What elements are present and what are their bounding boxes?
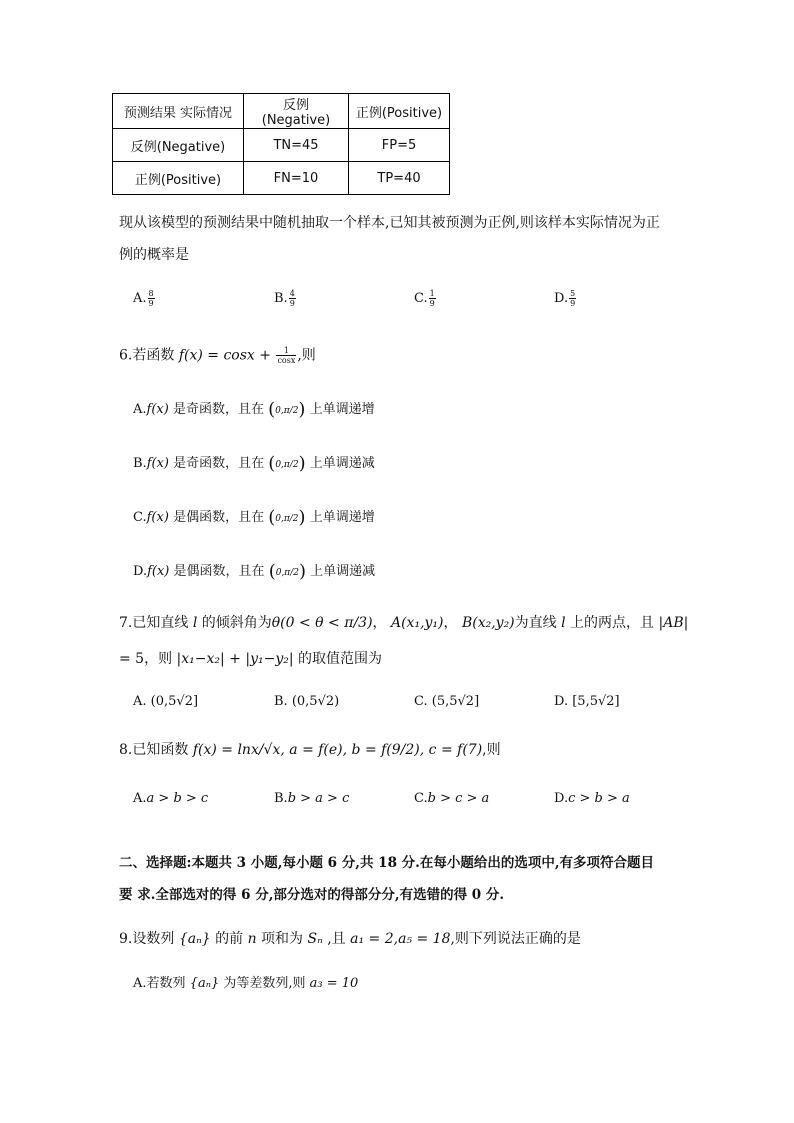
interval-text: 0,π/2 bbox=[275, 568, 299, 578]
frac-den: 9 bbox=[148, 299, 154, 308]
q8-suffix: ,则 bbox=[482, 742, 501, 758]
q9-option-a[interactable] bbox=[133, 972, 358, 991]
frac-num: 1 bbox=[276, 346, 296, 356]
q6-option-a[interactable] bbox=[133, 398, 375, 420]
q6-option-b[interactable] bbox=[133, 452, 375, 474]
option-label: C. bbox=[414, 694, 428, 709]
table-cell: FP=5 bbox=[349, 129, 450, 162]
option-label: A. bbox=[133, 791, 147, 806]
q9-text: ,且 bbox=[327, 931, 346, 947]
option-math: {aₙ} bbox=[189, 976, 220, 991]
table-cell: 反例(Negative) bbox=[113, 129, 244, 162]
option-math: f(x) bbox=[147, 564, 170, 579]
q5-option-c[interactable] bbox=[414, 289, 437, 308]
q7-option-b[interactable] bbox=[274, 694, 339, 709]
q9-text: 的前 bbox=[215, 931, 244, 947]
confusion-matrix-table bbox=[112, 93, 450, 195]
interval-text: 0,π/2 bbox=[275, 460, 299, 470]
q5-option-b[interactable] bbox=[274, 289, 297, 308]
q7-stem-line2 bbox=[119, 650, 382, 668]
option-label: B. bbox=[274, 291, 288, 306]
q6-option-c[interactable] bbox=[133, 506, 375, 528]
fraction bbox=[276, 346, 296, 365]
option-math: f(x) bbox=[146, 402, 169, 417]
q5-stem-line2: 例的概率是 bbox=[119, 247, 189, 263]
q9-n: n bbox=[247, 931, 257, 947]
table-cell: 正例(Positive) bbox=[113, 162, 244, 195]
option-label: D. bbox=[554, 291, 569, 306]
option-text: b > c > a bbox=[427, 791, 490, 806]
option-math: f(x) bbox=[146, 456, 169, 471]
frac-num: 1 bbox=[429, 289, 435, 298]
option-text: a > b > c bbox=[146, 791, 209, 806]
q7-text: 为直线 bbox=[514, 615, 557, 631]
q6-suffix: ,则 bbox=[297, 347, 316, 364]
option-label: B. bbox=[274, 694, 288, 709]
q9-stem bbox=[119, 930, 581, 948]
option-label: A. bbox=[133, 694, 147, 709]
table-cell: 预测结果 实际情况 bbox=[113, 94, 244, 129]
option-label: B. bbox=[274, 791, 288, 806]
option-text: 是偶函数，且在 bbox=[173, 564, 265, 579]
q6-option-d[interactable] bbox=[133, 560, 375, 582]
interval: (0,π/2) bbox=[268, 507, 306, 528]
option-math: a₃ = 10 bbox=[309, 976, 359, 991]
q7-text: ， bbox=[372, 615, 387, 631]
q7-text: 7.已知直线 bbox=[119, 615, 189, 631]
fraction bbox=[569, 289, 576, 308]
q8-function: f(x) = lnx/√x, a = f(e), b = f(9/2), c = f(7) bbox=[192, 742, 483, 758]
option-label: D. bbox=[554, 791, 569, 806]
table-header-row bbox=[113, 94, 450, 129]
frac-den: 9 bbox=[570, 299, 576, 308]
option-label: A. bbox=[133, 402, 147, 417]
q8-stem bbox=[119, 741, 501, 759]
option-label: C. bbox=[133, 510, 147, 525]
frac-num: 5 bbox=[570, 289, 576, 298]
q7-stem-line1 bbox=[119, 614, 688, 632]
q7-expr: |x₁−x₂| + |y₁−y₂| bbox=[176, 651, 294, 667]
option-label: D. bbox=[133, 564, 148, 579]
q9-cond: a₁ = 2,a₅ = 18 bbox=[350, 931, 451, 947]
option-text: (5,5√2] bbox=[431, 694, 480, 709]
q9-text: 9.设数列 bbox=[119, 931, 175, 947]
q5-option-d[interactable] bbox=[554, 289, 577, 308]
frac-den: 9 bbox=[289, 299, 295, 308]
q7-text: 上的两点，且 bbox=[570, 615, 655, 631]
q9-seq: {aₙ} bbox=[178, 931, 211, 947]
option-math: f(x) bbox=[146, 510, 169, 525]
q7-point-b: B(x₂,y₂) bbox=[461, 615, 515, 631]
interval: (0,π/2) bbox=[268, 399, 306, 420]
q5-option-a[interactable] bbox=[133, 289, 156, 308]
option-text: 为等差数列,则 bbox=[223, 976, 306, 991]
fraction bbox=[148, 289, 155, 308]
q9-text: ,则下列说法正确的是 bbox=[450, 931, 581, 947]
option-text: 是奇函数，且在 bbox=[172, 402, 264, 417]
q7-theta: θ(0 < θ < π/3) bbox=[271, 615, 373, 631]
option-text: 上单调递增 bbox=[309, 510, 375, 525]
q7-option-c[interactable] bbox=[414, 694, 479, 709]
table-cell: TP=40 bbox=[349, 162, 450, 195]
q7-point-a: A(x₁,y₁) bbox=[390, 615, 444, 631]
q8-option-c[interactable] bbox=[414, 791, 489, 806]
q8-option-a[interactable] bbox=[133, 791, 208, 806]
q7-line-var: l bbox=[561, 615, 566, 631]
frac-num: 8 bbox=[148, 289, 154, 298]
q7-line-var: l bbox=[192, 615, 198, 631]
interval: (0,π/2) bbox=[268, 453, 306, 474]
q7-option-d[interactable] bbox=[554, 694, 620, 709]
option-label: C. bbox=[414, 291, 428, 306]
frac-num: 4 bbox=[289, 289, 295, 298]
table-row bbox=[113, 162, 450, 195]
table-cell: TN=45 bbox=[244, 129, 349, 162]
q8-option-d[interactable] bbox=[554, 791, 630, 806]
frac-den: cosx bbox=[277, 356, 296, 365]
fraction bbox=[429, 289, 436, 308]
table-cell: FN=10 bbox=[244, 162, 349, 195]
fraction bbox=[289, 289, 296, 308]
q5-stem-line1: 现从该模型的预测结果中随机抽取一个样本,已知其被预测为正例,则该样本实际情况为正 bbox=[119, 215, 660, 231]
option-label: A. bbox=[133, 291, 147, 306]
q6-stem bbox=[119, 346, 316, 365]
q8-prefix: 8.已知函数 bbox=[119, 742, 189, 758]
option-text: A.若数列 bbox=[133, 976, 186, 991]
table-row bbox=[113, 129, 450, 162]
q9-text: 项和为 bbox=[261, 931, 304, 947]
q6-prefix: 6.若函数 bbox=[119, 347, 175, 364]
option-text: 是偶函数，且在 bbox=[173, 510, 265, 525]
option-text: (0,5√2) bbox=[291, 694, 340, 709]
interval-text: 0,π/2 bbox=[275, 514, 299, 524]
q9-sn: Sₙ bbox=[307, 931, 323, 947]
q7-text: ， bbox=[443, 615, 458, 631]
frac-den: 9 bbox=[429, 299, 435, 308]
q7-option-a[interactable] bbox=[133, 694, 198, 709]
q8-option-b[interactable] bbox=[274, 791, 349, 806]
option-text: c > b > a bbox=[568, 791, 630, 806]
option-label: C. bbox=[414, 791, 428, 806]
q7-text: = 5，则 bbox=[119, 651, 173, 667]
option-text: 上单调递增 bbox=[309, 402, 375, 417]
option-label: B. bbox=[133, 456, 147, 471]
table-cell: 正例(Positive) bbox=[349, 94, 450, 129]
option-text: [5,5√2] bbox=[572, 694, 620, 709]
q6-function: f(x) = cosx + bbox=[178, 347, 276, 364]
q7-text: 的倾斜角为 bbox=[201, 615, 272, 631]
option-text: 上单调递减 bbox=[309, 456, 375, 471]
option-text: (0,5√2] bbox=[150, 694, 199, 709]
interval-text: 0,π/2 bbox=[275, 406, 299, 416]
table-cell: 反例(Negative) bbox=[244, 94, 349, 129]
q7-text: 的取值范围为 bbox=[298, 651, 383, 667]
section2-heading-line1: 二、选择题:本题共 3 小题,每小题 6 分,共 18 分.在每小题给出的选项中,有多项符合题目 bbox=[119, 855, 655, 871]
option-label: D. bbox=[554, 694, 569, 709]
option-text: b > a > c bbox=[287, 791, 350, 806]
section2-heading-line2: 要 求.全部选对的得 6 分,部分选对的得部分分,有选错的得 0 分. bbox=[119, 887, 505, 903]
option-text: 是奇函数，且在 bbox=[173, 456, 265, 471]
q7-abs-ab: |AB| bbox=[658, 615, 689, 631]
option-text: 上单调递减 bbox=[310, 564, 376, 579]
interval: (0,π/2) bbox=[268, 561, 307, 582]
